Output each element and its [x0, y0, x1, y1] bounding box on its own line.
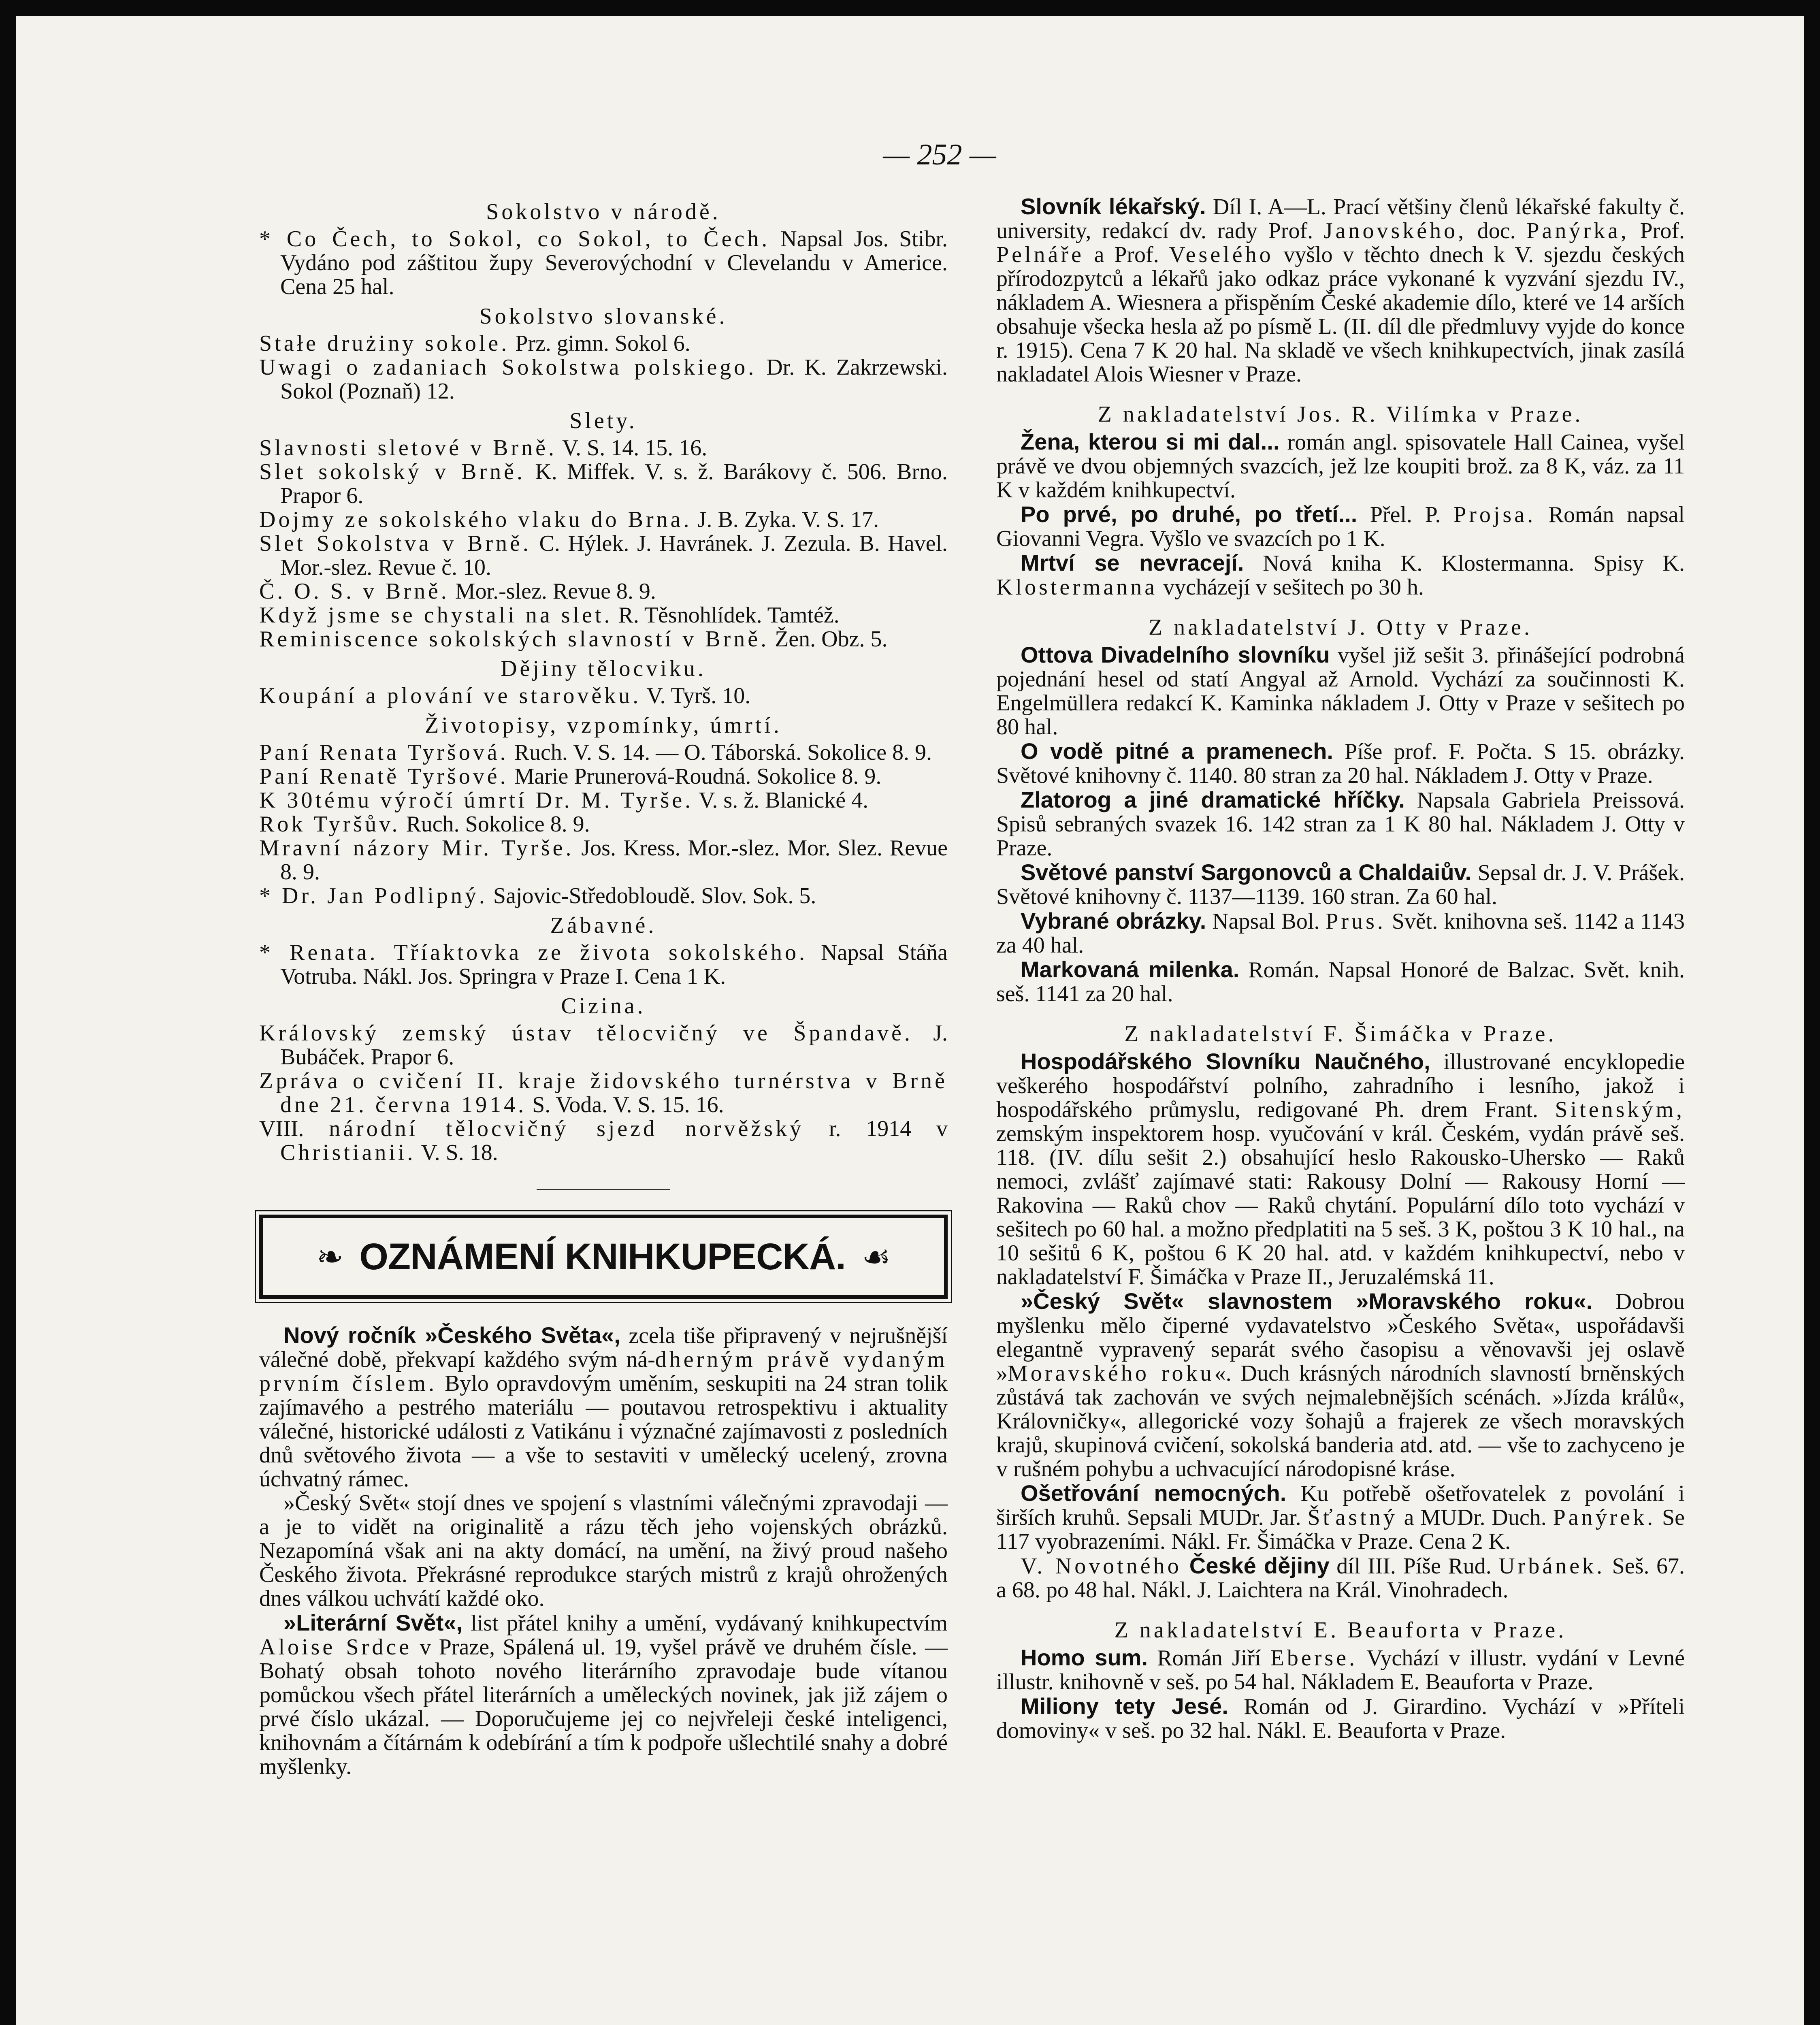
book-notice: Slovník lékařský. Díl I. A—L. Prací většiny členů lékařské fakulty č. university, redakcí dv. rady Prof. Janovského, doc. Panýrka, Prof. Pelnáře a Prof. Veselého vyšlo v těchto dnech k V. sjezdu českých přírodozpytců a lékařů jako odkaz práce vykonané k vyzvání sjezdu IV., nákladem A. Wiesnera a přispěním České akademie dílo, které ve 14 arších obsahuje všecka hesla až po písmě L. (II. díl dle předmluvy vyjde do konce r. 1915). Cena 7 K 20 hal. Na skladě ve všech knihkupectvích, jinak zasílá nakladatel Alois Wiesner v Praze. [996, 194, 1685, 387]
bibliography-entry: Č. O. S. v Brně. Mor.-slez. Revue 8. 9. [259, 579, 656, 604]
publisher-heading: Z nakladatelství Jos. R. Vilímka v Praze. [1098, 402, 1583, 427]
book-notice: Vybrané obrázky. Napsal Bol. Prus. Svět. knihovna seš. 1142 a 1143 za 40 hal. [996, 908, 1685, 958]
left-column [259, 194, 948, 1779]
publisher-heading: Z nakladatelství F. Šimáčka v Praze. [1124, 1021, 1557, 1047]
bibliography-entry: Uwagi o zadaniach Sokolstwa polskiego. Dr. K. Zakrzewski. Sokol (Poznaň) 12. [259, 355, 948, 404]
right-column [996, 194, 1685, 1743]
book-notice: V. Novotného České dějiny díl III. Píše Rud. Urbánek. Seš. 67. a 68. po 48 hal. Nákl. J. Laichtera na Král. Vinohradech. [996, 1553, 1685, 1603]
book-notice: Ottova Divadelního slovníku vyšel již sešit 3. přinášející podrobná pojednání hesel od statí Angyal až Arnold. Vychází za součinnosti K. Engelmüllera redakcí K. Kaminka nákladem J. Otty v Praze v sešitech po 80 hal. [996, 642, 1685, 740]
book-notice: Miliony tety Jesé. Román od J. Girardino. Vychází v »Příteli domoviny« v seš. po 32 hal. Nákl. E. Beauforta v Praze. [996, 1693, 1685, 1743]
section-heading: Dějiny tělocviku. [501, 656, 706, 681]
bibliography-entry: Reminiscence sokolských slavností v Brně. Žen. Obz. 5. [259, 627, 888, 652]
section-heading: Sokolstvo slovanské. [479, 304, 728, 329]
publisher-heading: Z nakladatelství J. Otty v Praze. [1149, 615, 1532, 640]
book-notice: Mrtví se nevracejí. Nová kniha K. Klostermanna. Spisy K. Klostermanna vycházejí v sešitech po 30 h. [996, 550, 1685, 600]
section-heading: Sokolstvo v národě. [486, 199, 721, 224]
book-notice: Ošetřování nemocných. Ku potřebě ošetřovatelek z povolání i širších kruhů. Sepsali MUDr. Jar. Šťastný a MUDr. Duch. Panýrek. Se 117 vyobrazeními. Nákl. Fr. Šimáčka v Praze. Cena 2 K. [996, 1480, 1685, 1554]
book-notice: Žena, kterou si mi dal... román angl. spisovatele Hall Cainea, vyšel právě ve dvou objemných svazcích, jež lze koupiti brož. za 8 K, váz. za 11 K v každém knihkupectví. [996, 429, 1685, 503]
bibliography-entry: Mravní názory Mir. Tyrše. Jos. Kress. Mor.-slez. Mor. Slez. Revue 8. 9. [259, 836, 948, 885]
bibliography-entry: Slet sokolský v Brně. K. Miffek. V. s. ž. Barákovy č. 506. Brno. Prapor 6. [259, 459, 948, 508]
announcements-banner [259, 1215, 948, 1299]
book-notice: Světové panství Sargonovců a Chaldaiův. Sepsal dr. J. V. Prášek. Světové knihovny č. 1137—1139. 160 stran. Za 60 hal. [996, 859, 1685, 909]
page-number: — 252 — [883, 138, 996, 171]
bibliography-entry: Paní Renata Tyršová. Ruch. V. S. 14. — O. Táborská. Sokolice 8. 9. [259, 740, 932, 765]
bibliography-entry: Slavnosti sletové v Brně. V. S. 14. 15. 16. [259, 435, 708, 460]
book-notice: »Český Svět« slavnostem »Moravského roku«. Dobrou myšlenku mělo čiperné vydavatelstvo »Českého Světa«, uspořádavši elegantně vypravený separát svého časopisu a věnovavši jej oslavě »Moravského roku«. Duch krásných národních slavností brněnských zůstává tak zachován ve svých nejmalebnějších scénách. »Jízda králů«, Královničky«, allegorické vozy šohajů a frajerek ze všech moravských krajů, skupinová cvičení, sokolská banderia atd. atd. — vše to zachyceno je v rušném pohybu a uchvacující národopisné kráse. [996, 1288, 1685, 1481]
book-notice: Markovaná milenka. Román. Napsal Honoré de Balzac. Svět. knih. seš. 1141 za 20 hal. [996, 957, 1685, 1006]
book-notice: Po prvé, po druhé, po třetí... Přel. P. Projsa. Román napsal Giovanni Vegra. Vyšlo ve svazcích po 1 K. [996, 501, 1685, 551]
section-heading: Životopisy, vzpomínky, úmrtí. [425, 713, 782, 738]
announcement-paragraph: »Český Svět« stojí dnes ve spojení s vlastními válečnými zpravodaji — a je to vidět na originalitě a rázu těch jeho vojenských obrázků. Nezapomíná však ani na akty domácí, na umění, na živý proud našeho Českého života. Překrásné reprodukce starých mistrů z krajů ohrožených dnes válkou uchvátí každé oko. [259, 1490, 948, 1611]
bibliography-entry: Koupání a plování ve starověku. V. Tyrš. 10. [259, 683, 751, 708]
scanned-page [16, 16, 1804, 2025]
section-heading: Cizina. [561, 993, 646, 1019]
ornament-left-icon: ❧ [316, 1238, 343, 1276]
bibliography-entry: Slet Sokolstva v Brně. C. Hýlek. J. Havránek. J. Zezula. B. Havel. Mor.-slez. Revue č. 10. [259, 531, 948, 580]
bibliography-entry: * Dr. Jan Podlipný. Sajovic-Středobloudě. Slov. Sok. 5. [259, 883, 816, 908]
bibliography-entry: Dojmy ze sokolského vlaku do Brna. J. B. Zyka. V. S. 17. [259, 507, 879, 532]
bibliography-entry: Rok Tyršův. Ruch. Sokolice 8. 9. [259, 812, 590, 837]
bibliography-entry: * Renata. Tříaktovka ze života sokolského. Napsal Stáňa Votruba. Nákl. Jos. Springra v Praze I. Cena 1 K. [259, 940, 948, 989]
bibliography-entry: Zpráva o cvičení II. kraje židovského turnérstva v Brně dne 21. června 1914. S. Voda. V. S. 15. 16. [259, 1068, 948, 1117]
publisher-heading: Z nakladatelství E. Beauforta v Praze. [1114, 1618, 1567, 1643]
bibliography-entry: Královský zemský ústav tělocvičný ve Špandavě. J. Bubáček. Prapor 6. [259, 1021, 948, 1070]
bibliography-entry: Když jsme se chystali na slet. R. Těsnohlídek. Tamtéž. [259, 603, 840, 628]
bibliography-entry: * Co Čech, to Sokol, co Sokol, to Čech. Napsal Jos. Stibr. Vydáno pod záštitou župy Severovýchodní v Clevelandu v Americe. Cena 25 hal. [259, 226, 948, 299]
bibliography-entry: Paní Renatě Tyršové. Marie Prunerová-Roudná. Sokolice 8. 9. [259, 764, 882, 789]
section-heading: Zábavné. [550, 913, 657, 938]
book-notice: Hospodářského Slovníku Naučného, illustrované encyklopedie veškerého hospodářství polního, zahradního i lesního, jakož i hospodářského průmyslu, redigované Ph. drem Frant. Sitenským, zemským inspektorem hosp. vyučování v král. Českém, vydán právě seš. 118. (IV. dílu sešit 2.) obsahující heslo Rakousko-Uhersko — Raků nemoci, zvlášť zajímavé stati: Rakousy Dolní — Rakousy Horní — Rakovina — Raků chov — Raků chytání. Populární dílo toto vychází v sešitech po 60 hal. a možno předplatiti na 5 seš. 3 K, poštou 3 K 10 hal., na 10 sešitů 6 K, poštou 6 K 20 hal. atd. v každém knihkupectví, nebo v nakladatelství F. Šimáčka v Praze II., Jeruzalémská 11. [996, 1049, 1685, 1290]
section-heading: Slety. [569, 408, 637, 433]
bibliography-entry: K 30tému výročí úmrtí Dr. M. Tyrše. V. s. ž. Blanické 4. [259, 788, 869, 813]
announcement-paragraph: Nový ročník »Českého Světa«, zcela tiše připravený v nejrušnější válečné době, překvapí každého svým ná-dherným právě vydaným prvním číslem. Bylo opravdovým uměním, seskupiti na 24 stran tolik zajímavého a pestrého materiálu — poutavou retrospektivu i aktuality válečné, historické události z Vatikánu i význačné zajímavosti z posledních dnů světového života — a vše to sestaviti v umělecký ucelený, zrovna úchvatný rámec. [259, 1322, 948, 1492]
ornament-right-icon: ☙ [861, 1238, 891, 1276]
banner-title: OZNÁMENÍ KNIHKUPECKÁ. [359, 1236, 846, 1277]
book-notice: O vodě pitné a pramenech. Píše prof. F. Počta. S 15. obrázky. Světové knihovny č. 1140. 80 stran za 20 hal. Nákladem J. Otty v Praze. [996, 738, 1685, 788]
bibliography-entry: Stałe drużiny sokole. Prz. gimn. Sokol 6. [259, 331, 690, 356]
book-notice: Zlatorog a jiné dramatické hříčky. Napsala Gabriela Preissová. Spisů sebraných svazek 16. 142 stran za 1 K 80 hal. Nákladem J. Otty v Praze. [996, 787, 1685, 861]
book-notice: Homo sum. Román Jiří Eberse. Vychází v illustr. vydání v Levné illustr. knihovně v seš. po 54 hal. Nákladem E. Beauforta v Praze. [996, 1645, 1685, 1695]
section-divider [537, 1189, 670, 1190]
bibliography-entry: VIII. národní tělocvičný sjezd norvěžský r. 1914 v Christianii. V. S. 18. [259, 1116, 948, 1165]
announcement-paragraph: »Literární Svět«, list přátel knihy a umění, vydávaný knihkupectvím Aloise Srdce v Praze, Spálená ul. 19, vyšel právě ve druhém čísle. — Bohatý obsah tohoto nového literárního zpravodaje bude vítanou pomůckou všech přátel literárních a uměleckých novinek, jak již zájem o prvé číslo ukázal. — Doporučujeme jej co nejvřeleji české inteligenci, knihovnám a čítárnám k odebírání a tím k podpoře ušlechtilé snahy a dobré myšlenky. [259, 1610, 948, 1779]
